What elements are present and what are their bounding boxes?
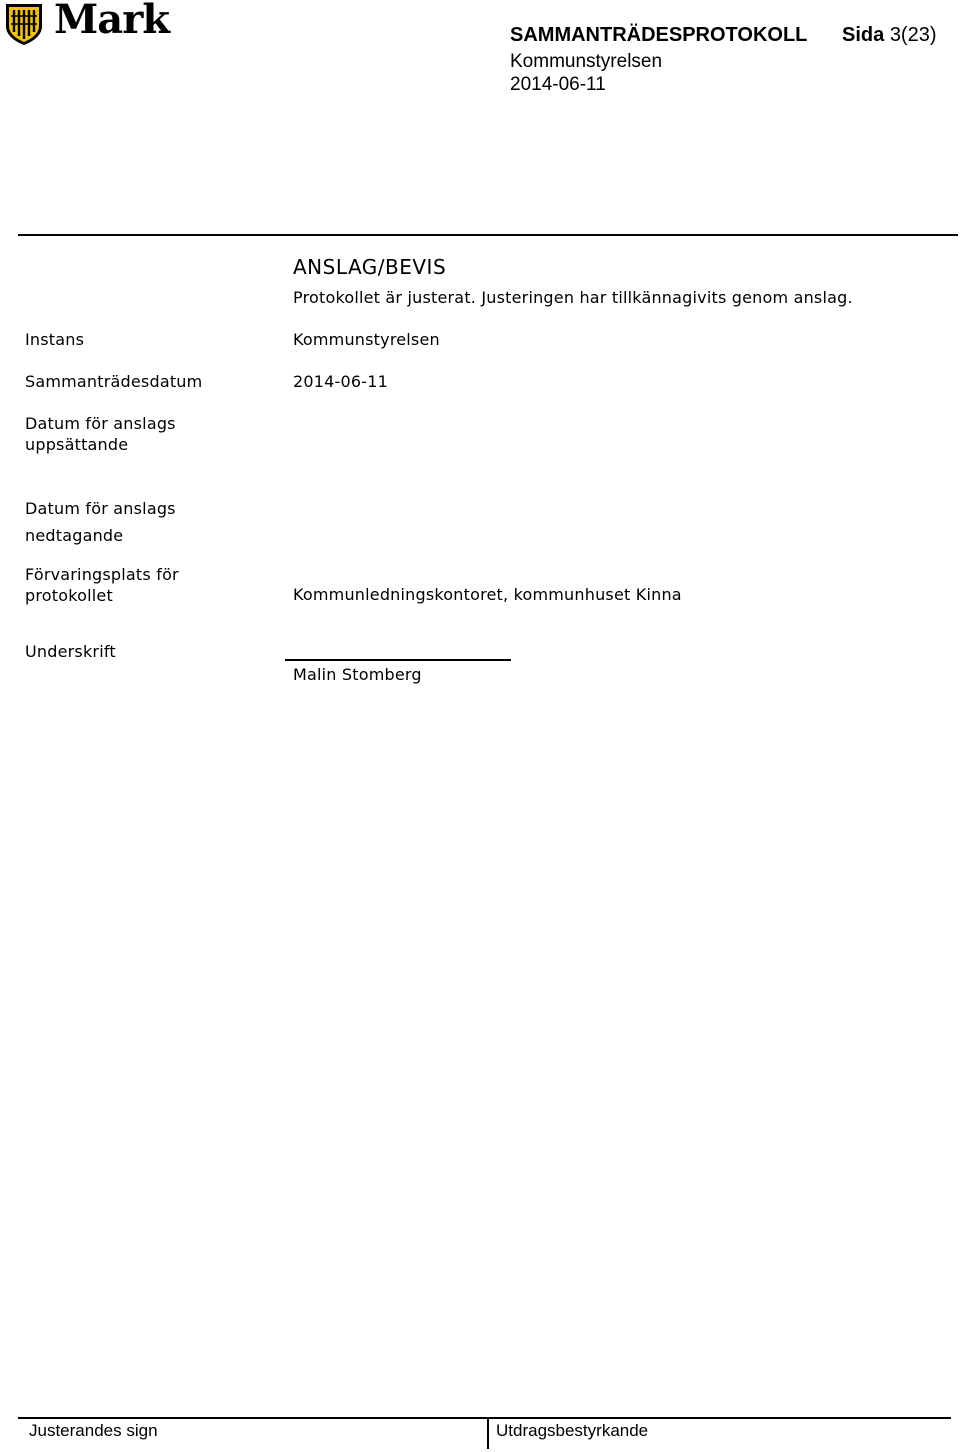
notice-title: ANSLAG/BEVIS: [293, 255, 447, 279]
coat-of-arms-icon: [4, 2, 44, 46]
value-instans: Kommunstyrelsen: [293, 330, 440, 349]
label-signature: Underskrift: [25, 642, 116, 661]
notice-intro: Protokollet är justerat. Justeringen har tillkännagivits genom anslag.: [293, 288, 853, 307]
municipality-logo: [4, 2, 174, 46]
logo-wordmark: Mark: [54, 0, 169, 43]
footer-justerandes-sign: Justerandes sign: [29, 1421, 158, 1440]
label-instans: Instans: [25, 330, 85, 349]
page-number: 3(23): [889, 24, 937, 46]
document-type: SAMMANTRÄDESPROTOKOLL: [510, 24, 808, 46]
footer-divider: [18, 1417, 951, 1419]
value-meeting-date: 2014-06-11: [293, 372, 388, 391]
footer-utdragsbestyrkande: Utdragsbestyrkande: [496, 1421, 649, 1440]
value-storage-place: Kommunledningskontoret, kommunhuset Kinna: [293, 585, 682, 604]
signatory-name: Malin Stomberg: [293, 665, 422, 684]
header-divider: [18, 234, 958, 236]
label-storage-place: Förvaringsplats för protokollet: [25, 565, 179, 605]
footer-column-divider: [487, 1417, 489, 1449]
label-meeting-date: Sammanträdesdatum: [25, 372, 203, 391]
signature-line: [285, 659, 511, 661]
header-organ: Kommunstyrelsen: [510, 51, 663, 72]
label-removal-date: Datum för anslags nedtagande: [25, 499, 176, 545]
page-label: Sida: [842, 24, 885, 46]
header-date: 2014-06-11: [510, 74, 606, 95]
page-indicator: [842, 24, 937, 47]
label-posting-date: Datum för anslags uppsättande: [25, 414, 176, 454]
